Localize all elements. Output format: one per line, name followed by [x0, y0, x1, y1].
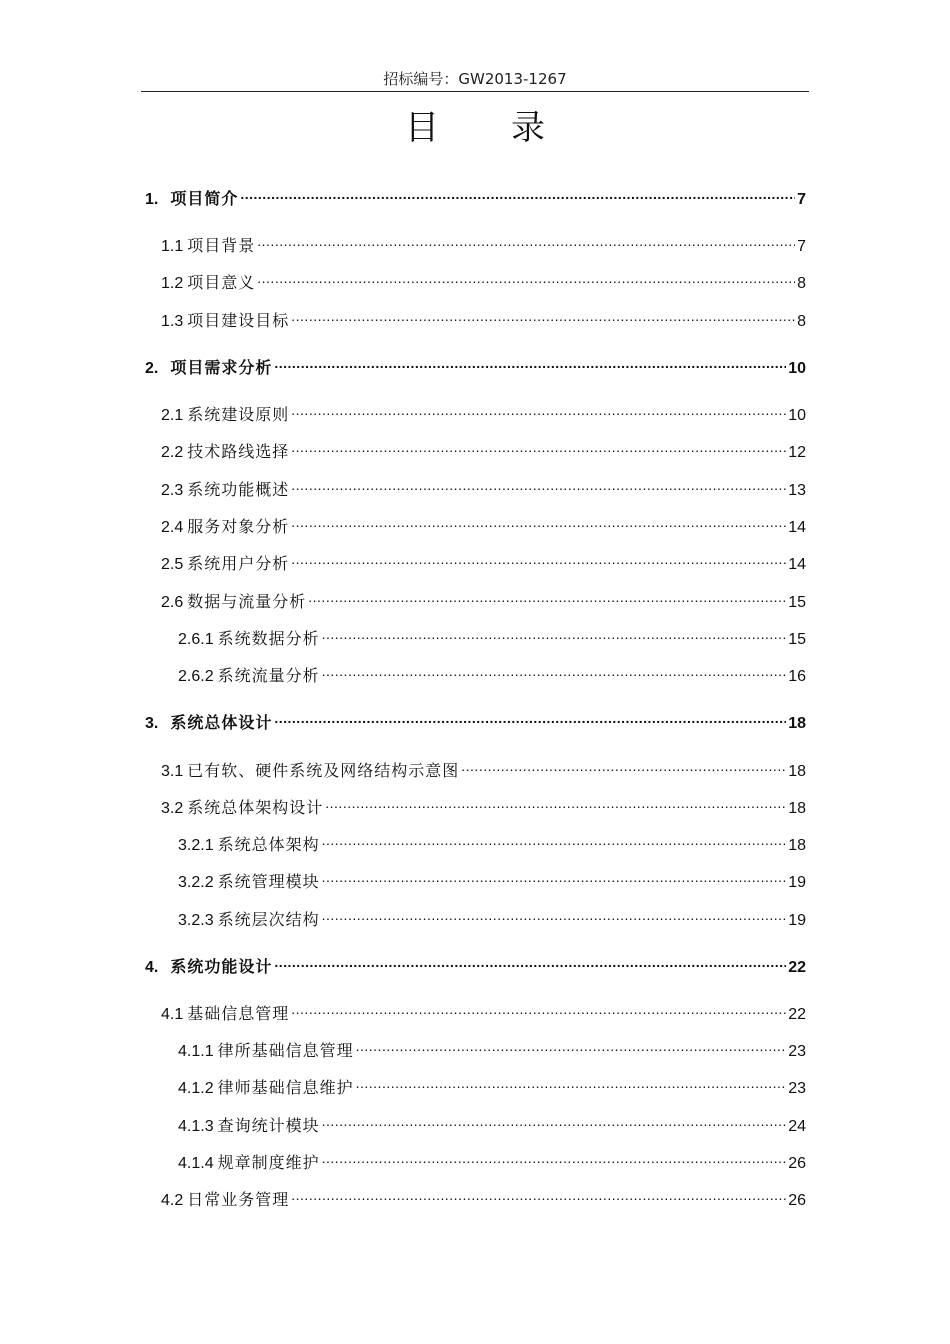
toc-entry-page: 19 — [788, 912, 806, 929]
toc-entry-number: 4.1 — [161, 1006, 184, 1023]
toc-entry[interactable] — [161, 302, 806, 330]
toc-entry-label: 项目简介 — [170, 189, 239, 208]
toc-entry-label: 基础信息管理 — [187, 1004, 290, 1023]
toc-dot-leader — [257, 227, 795, 251]
toc-entry-page: 14 — [788, 519, 806, 536]
toc-entry-number: 3.2 — [161, 800, 184, 817]
toc-entry-number: 2.4 — [161, 519, 184, 536]
toc-entry-page: 8 — [797, 313, 806, 330]
toc-entry-page: 23 — [788, 1080, 806, 1097]
toc-entry-page: 22 — [788, 1006, 806, 1023]
toc-dot-leader — [274, 349, 786, 373]
toc-entry-page: 10 — [788, 407, 806, 424]
toc-entry[interactable] — [145, 180, 806, 208]
toc-entry-page: 22 — [788, 959, 806, 976]
toc-dot-leader — [356, 1069, 787, 1093]
toc-entry-number: 2.5 — [161, 556, 184, 573]
toc-entry[interactable] — [178, 1032, 806, 1060]
toc-entry-label: 律师基础信息维护 — [217, 1078, 354, 1097]
toc-entry-page: 24 — [788, 1118, 806, 1135]
toc-entry[interactable] — [161, 752, 806, 780]
toc-dot-leader — [356, 1032, 787, 1056]
toc-entry-page: 8 — [797, 275, 806, 292]
toc-entry-number: 3. — [145, 715, 159, 732]
toc-entry-page: 13 — [788, 482, 806, 499]
toc-dot-leader — [322, 863, 787, 887]
toc-dot-leader — [274, 948, 786, 972]
toc-title: 目录 — [405, 108, 617, 148]
toc-entry[interactable] — [161, 545, 806, 573]
toc-entry-number: 2.1 — [161, 407, 184, 424]
toc-entry-page: 23 — [788, 1043, 806, 1060]
toc-dot-leader — [322, 826, 787, 850]
toc-dot-leader — [461, 752, 786, 776]
toc-entry-label: 系统功能概述 — [187, 480, 290, 499]
toc-dot-leader — [322, 1144, 787, 1168]
toc-entry-number: 2. — [145, 360, 159, 377]
toc-entry-label: 系统流量分析 — [217, 666, 320, 685]
toc-entry[interactable] — [178, 620, 806, 648]
toc-entry-number: 3.2.3 — [178, 912, 214, 929]
toc-entry[interactable] — [161, 264, 806, 292]
toc-entry-page: 15 — [788, 631, 806, 648]
toc-entry-label: 系统总体架构设计 — [187, 798, 324, 817]
toc-entry-number: 2.6.1 — [178, 631, 214, 648]
toc-entry-number: 3.2.1 — [178, 837, 214, 854]
toc-dot-leader — [308, 583, 786, 607]
toc-dot-leader — [291, 471, 786, 495]
toc-dot-leader — [291, 433, 786, 457]
toc-entry[interactable] — [161, 508, 806, 536]
toc-entry[interactable] — [178, 826, 806, 854]
toc-entry-label: 日常业务管理 — [187, 1190, 290, 1209]
toc-dot-leader — [322, 657, 787, 681]
toc-entry[interactable] — [178, 657, 806, 685]
toc-entry-label: 项目建设目标 — [187, 311, 290, 330]
header-bid-number: 招标编号：GW2013-1267 — [383, 70, 567, 88]
toc-entry-page: 26 — [788, 1155, 806, 1172]
toc-entry-label: 项目背景 — [187, 236, 256, 255]
toc-entry-number: 4.2 — [161, 1192, 184, 1209]
toc-entry-number: 4.1.3 — [178, 1118, 214, 1135]
toc-entry-label: 系统层次结构 — [217, 910, 320, 929]
toc-entry[interactable] — [178, 1144, 806, 1172]
toc-entry-number: 2.2 — [161, 444, 184, 461]
toc-entry-label: 系统总体架构 — [217, 835, 320, 854]
toc-dot-leader — [322, 901, 787, 925]
toc-dot-leader — [322, 620, 787, 644]
toc-dot-leader — [274, 704, 786, 728]
toc-entry-number: 1.1 — [161, 238, 184, 255]
toc-entry-page: 26 — [788, 1192, 806, 1209]
toc-entry-page: 7 — [797, 191, 806, 208]
toc-entry-label: 律所基础信息管理 — [217, 1041, 354, 1060]
toc-entry-label: 技术路线选择 — [187, 442, 290, 461]
toc-entry[interactable] — [161, 583, 806, 611]
toc-entry[interactable] — [145, 349, 806, 377]
toc-dot-leader — [240, 180, 795, 204]
toc-entry-label: 系统用户分析 — [187, 554, 290, 573]
toc-entry-label: 项目意义 — [187, 273, 256, 292]
toc-entry-number: 4.1.2 — [178, 1080, 214, 1097]
toc-entry[interactable] — [161, 433, 806, 461]
toc-entry-label: 项目需求分析 — [170, 358, 273, 377]
toc-dot-leader — [291, 545, 786, 569]
toc-dot-leader — [322, 1107, 787, 1131]
toc-entry-number: 1. — [145, 191, 159, 208]
toc-entry[interactable] — [178, 901, 806, 929]
toc-entry[interactable] — [161, 396, 806, 424]
toc-entry-number: 2.6.2 — [178, 668, 214, 685]
toc-entry[interactable] — [161, 1181, 806, 1209]
toc-entry-page: 18 — [788, 715, 806, 732]
toc-entry-page: 18 — [788, 763, 806, 780]
toc-entry-number: 2.3 — [161, 482, 184, 499]
toc-entry-page: 7 — [797, 238, 806, 255]
toc-entry-page: 18 — [788, 837, 806, 854]
toc-entry-page: 16 — [788, 668, 806, 685]
toc-entry-page: 10 — [788, 360, 806, 377]
toc-dot-leader — [325, 789, 786, 813]
toc-entry[interactable] — [161, 789, 806, 817]
toc-entry[interactable] — [161, 995, 806, 1023]
toc-entry-number: 2.6 — [161, 594, 184, 611]
toc-entry-number: 1.3 — [161, 313, 184, 330]
toc-dot-leader — [291, 995, 786, 1019]
toc-entry-page: 14 — [788, 556, 806, 573]
toc-entry-number: 4. — [145, 959, 159, 976]
toc-entry[interactable] — [145, 948, 806, 976]
toc-entry-number: 4.1.4 — [178, 1155, 214, 1172]
toc-dot-leader — [291, 396, 786, 420]
toc-entry[interactable] — [178, 1107, 806, 1135]
toc-entry-label: 服务对象分析 — [187, 517, 290, 536]
toc-entry-label: 查询统计模块 — [217, 1116, 320, 1135]
toc-entry[interactable] — [145, 704, 806, 732]
toc-entry-page: 12 — [788, 444, 806, 461]
toc-dot-leader — [291, 302, 795, 326]
toc-entry[interactable] — [161, 471, 806, 499]
toc-dot-leader — [291, 508, 786, 532]
toc-entry-label: 规章制度维护 — [217, 1153, 320, 1172]
toc-entry-number: 3.1 — [161, 763, 184, 780]
toc-entry-label: 已有软、硬件系统及网络结构示意图 — [187, 761, 460, 780]
toc-entry[interactable] — [178, 1069, 806, 1097]
toc-entry-page: 18 — [788, 800, 806, 817]
toc-entry-page: 15 — [788, 594, 806, 611]
toc-entry-number: 4.1.1 — [178, 1043, 214, 1060]
header-divider — [141, 91, 809, 92]
toc-entry[interactable] — [161, 227, 806, 255]
toc-entry-label: 系统功能设计 — [170, 957, 273, 976]
toc-entry-label: 系统数据分析 — [217, 629, 320, 648]
toc-entry-page: 19 — [788, 874, 806, 891]
toc-entry-number: 3.2.2 — [178, 874, 214, 891]
toc-entry[interactable] — [178, 863, 806, 891]
toc-entry-label: 系统总体设计 — [170, 713, 273, 732]
toc-entry-label: 数据与流量分析 — [187, 592, 307, 611]
toc-dot-leader — [291, 1181, 786, 1205]
toc-entry-label: 系统管理模块 — [217, 872, 320, 891]
toc-entry-label: 系统建设原则 — [187, 405, 290, 424]
toc-entry-number: 1.2 — [161, 275, 184, 292]
toc-dot-leader — [257, 264, 795, 288]
